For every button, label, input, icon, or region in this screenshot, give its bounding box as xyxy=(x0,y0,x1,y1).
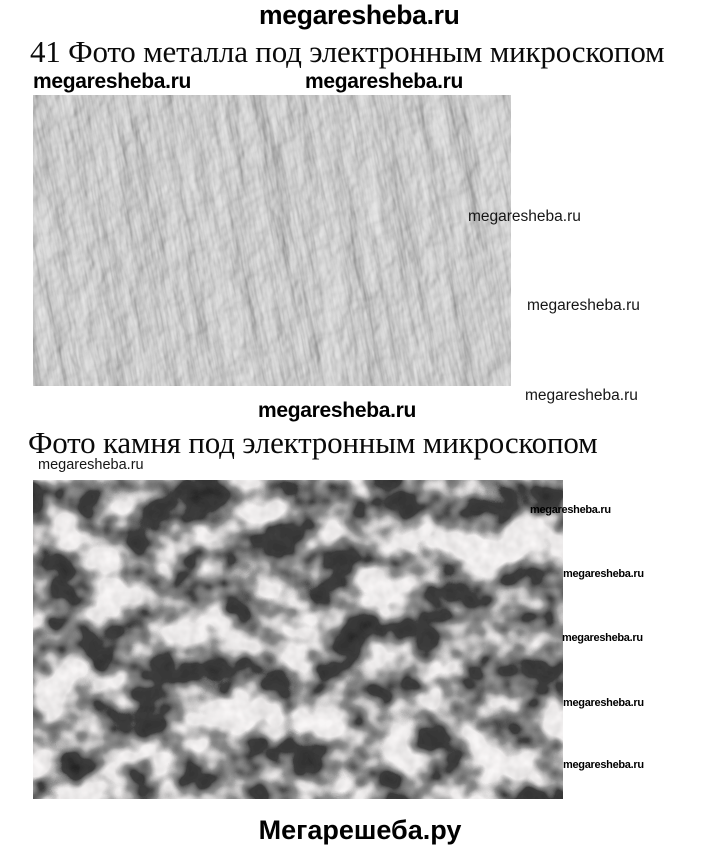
metal-side-watermark: megaresheba.ru xyxy=(525,387,638,404)
site-watermark-top: megaresheba.ru xyxy=(259,0,460,30)
stone-side-watermark: megaresheba.ru xyxy=(562,632,643,644)
watermark-row-center: megaresheba.ru xyxy=(305,70,464,93)
stone-side-watermark: megaresheba.ru xyxy=(530,504,611,516)
stone-side-watermark: megaresheba.ru xyxy=(563,759,644,771)
watermark-row-left: megaresheba.ru xyxy=(33,70,192,93)
metal-sem-image xyxy=(33,95,511,386)
metal-side-watermark: megaresheba.ru xyxy=(468,208,581,225)
metal-side-watermark: megaresheba.ru xyxy=(527,297,640,314)
stone-sem-image xyxy=(33,480,563,799)
stone-side-watermark: megaresheba.ru xyxy=(563,568,644,580)
footer-brand: Мегарешеба.ру xyxy=(258,815,462,845)
stone-photo-heading: Фото камня под электронным микроскопом xyxy=(28,425,598,460)
site-watermark-middle: megaresheba.ru xyxy=(258,399,417,422)
stone-top-watermark: megaresheba.ru xyxy=(38,457,144,473)
metal-photo-heading: 41 Фото металла под электронным микроскопом xyxy=(30,34,665,69)
stone-side-watermark: megaresheba.ru xyxy=(563,697,644,709)
